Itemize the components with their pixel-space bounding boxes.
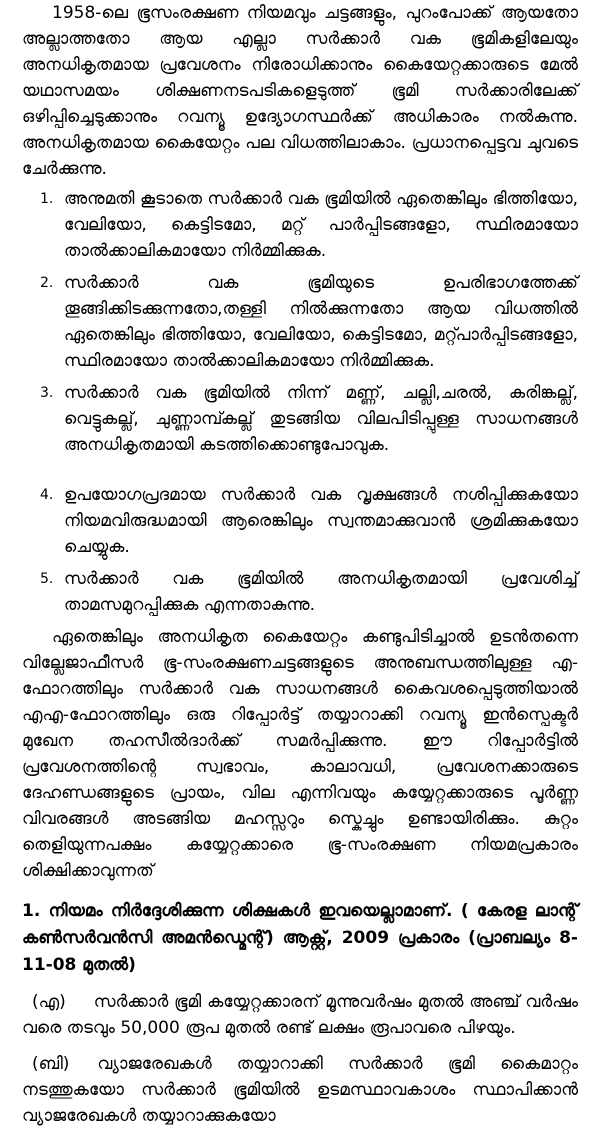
section-heading: 1. നിയമം നിർദ്ദേശിക്കുന്ന ശിക്ഷകൾ ഇവയെല്ലാമാണ്. ( കേരള ലാന്റ് കൺസർവൻസി അമൻഡ്മെന്റ്) ആക്റ്റ്, 2009 പ്രകാരം (പ്രാബല്യം 8-11-08 മുതൽ)	[22, 901, 578, 975]
list-item	[40, 566, 578, 618]
list-item	[40, 186, 578, 264]
penalty-text: സർക്കാർ ഭൂമി കയ്യേറ്റക്കാരന് മൂന്നുവർഷം മുതൽ അഞ്ച് വർഷം വരെ തടവും 50,000 രൂപ മുതൽ രണ്ട് ലക്ഷം രൂപാവരെ പിഴയും.	[22, 992, 578, 1038]
list-item	[40, 380, 578, 458]
list-item-text: ഉപയോഗപ്രദമായ സർക്കാർ വക വൃക്ഷങ്ങൾ നശിപ്പിക്കുകയോ നിയമവിരുദ്ധമായി ആരെങ്കിലും സ്വന്തമാക്കുവാൻ ശ്രമിക്കുകയോ ചെയ്യുക.	[64, 485, 578, 557]
penalty-label: (എ)	[32, 992, 66, 1012]
list-item-text: സർക്കാർ വക ഭൂമിയിൽ അനധികൃതമായി പ്രവേശിച്ച് താമസമുറപ്പിക്കുക എന്നതാകുന്നു.	[64, 569, 578, 615]
intro-paragraph: 1958-ലെ ഭൂസംരക്ഷണ നിയമവും ചട്ടങ്ങളും, പുറംപോക്ക് ആയതോ അല്ലാത്തതോ ആയ എല്ലാ സർക്കാർ വക ഭൂമികളിലേയും അനധികൃതമായ പ്രവേശനം നിരോധിക്കാനും കൈയേറ്റക്കാരുടെ മേൽ യഥാസമയം ശിക്ഷണനടപടികളെടുത്ത് ഭൂമി സർക്കാരിലേക്ക് ഒഴിപ്പിച്ചെടുക്കാനും റവന്യൂ ഉദ്യോഗസ്ഥർക്ക് അധികാരം നൽകുന്നു. അനധികൃതമായ കൈയേറ്റം പല വിധത്തിലാകാം. പ്രധാനപ്പെട്ടവ ചുവടെ ചേർക്കുന്നു.	[22, 3, 578, 179]
penalty-item	[22, 989, 578, 1041]
list-item-text: സർക്കാർ വക ഭൂമിയിൽ നിന്ന് മണ്ണ്, ചല്ലി,ചരൽ, കരിങ്കല്ല്, വെട്ടുകല്ല്, ചുണ്ണാമ്പ്കല്ല് തുടങ്ങിയ വിലപിടിപ്പുള്ള സാധനങ്ങൾ അനധികൃതമായി കടത്തിക്കൊണ്ടുപോവുക.	[64, 383, 578, 455]
penalty-item	[22, 1051, 578, 1129]
procedure-paragraph: ഏതെങ്കിലും അനധികൃത കൈയേറ്റം കണ്ടുപിടിച്ചാൽ ഉടൻതന്നെ വില്ലേജാഫീസർ ഭൂ-സംരക്ഷണചട്ടങ്ങളുടെ അനുബന്ധത്തിലുള്ള എ-ഫോറത്തിലും സർക്കാർ വക സാധനങ്ങൾ കൈവശപ്പെടുത്തിയാൽ എഎ-ഫോറത്തിലും ഒരു റിപ്പോർട്ട് തയ്യാറാക്കി റവന്യൂ ഇൻസ്പെക്ടർ മുഖേന തഹസീൽദാർക്ക് സമർപ്പിക്കുന്നു. ഈ റിപ്പോർട്ടിൽ പ്രവേശനത്തിന്റെ സ്വഭാവം, കാലാവധി, പ്രവേശനക്കാരുടെ ദേഹണ്ഡങ്ങളുടെ പ്രായം, വില എന്നിവയും കയ്യേറ്റക്കാരുടെ പൂർണ്ണ വിവരങ്ങൾ അടങ്ങിയ മഹസ്സറും സ്കെച്ചും ഉണ്ടായിരിക്കും. കുറ്റം തെളിയുന്നപക്ഷം കയ്യേറ്റക്കാരെ ഭൂ-സംരക്ഷണ നിയമപ്രകാരം ശിക്ഷിക്കാവുന്നത്	[22, 627, 578, 881]
list-number: 4.	[40, 487, 54, 503]
penalty-text: വ്യാജരേഖകൾ തയ്യാറാക്കി സർക്കാർ ഭൂമി കൈമാറ്റം നടത്തുകയോ സർക്കാർ ഭൂമിയിൽ ഉടമസ്ഥാവകാശം സ്ഥാപിക്കാൻ വ്യാജരേഖകൾ തയ്യാറാക്കുകയോ	[22, 1054, 578, 1126]
list-item-text: അനുമതി കൂടാതെ സർക്കാർ വക ഭൂമിയിൽ ഏതെങ്കിലും ഭിത്തിയോ, വേലിയോ, കെട്ടിടമോ, മറ്റ് പാർപ്പിടങ്ങളോ, സ്ഥിരമായോ താൽക്കാലികമായോ നിർമ്മിക്കുക.	[64, 189, 578, 261]
list-number: 1.	[40, 191, 54, 207]
penalty-label: (ബി)	[32, 1054, 70, 1074]
list-number: 2.	[40, 275, 54, 291]
list-item	[40, 482, 578, 560]
list-item-text: സർക്കാർ വക ഭൂമിയുടെ ഉപരിഭാഗത്തേക്ക് തൂങ്ങിക്കിടക്കുന്നതോ,തള്ളി നിൽക്കുന്നതോ ആയ വിധത്തിൽ ഏതെങ്കിലും ഭിത്തിയോ, വേലിയോ, കെട്ടിടമോ, മറ്റ്പാർപ്പിടങ്ങളോ, സ്ഥിരമായോ താൽക്കാലികമായോ നിർമ്മിക്കുക.	[64, 273, 578, 371]
list-item	[40, 270, 578, 374]
conditions-list	[22, 186, 578, 618]
list-number: 3.	[40, 385, 54, 401]
list-number: 5.	[40, 571, 54, 587]
